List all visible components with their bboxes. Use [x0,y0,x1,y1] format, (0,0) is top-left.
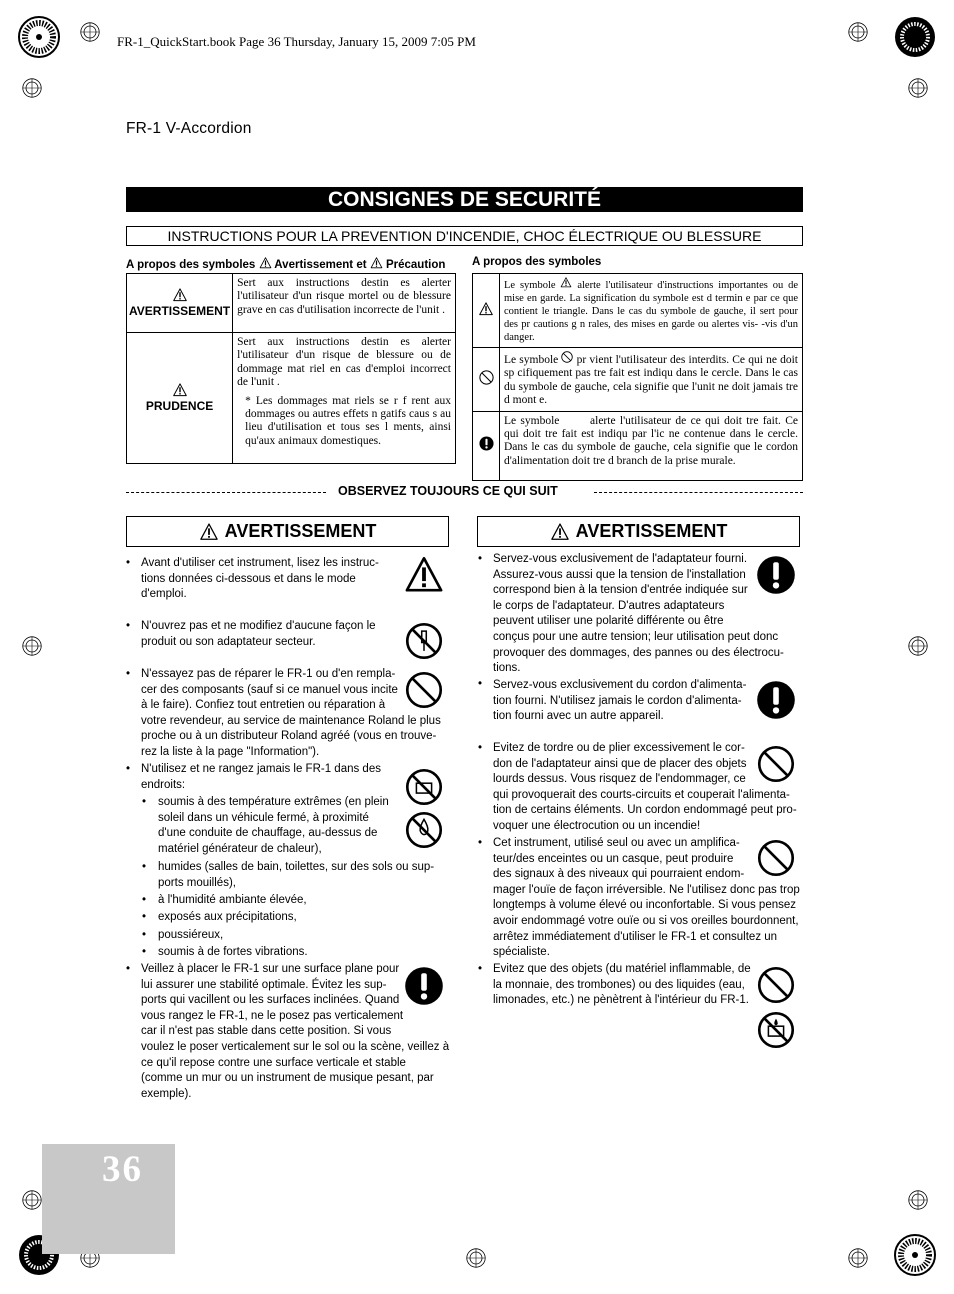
list-item: N'ouvrez pas et ne modifiez d'aucune façon le produit ou son adaptateur secteur. [141,620,376,648]
table-row: Le symbole pr vient l'utilisateur des interdits. Ce qui ne doit sp cifiquement pas tre fait est indiqu dans le cercle. Dans le cas du symbole de gauche, cela signifie que l'unit ne doit jamais tre d mont e. [473,348,803,412]
sub-list-item: à l'humidité ambiante élevée, [158,894,307,906]
crosshair-icon [848,1248,867,1267]
bullet: • [478,837,483,849]
warning-triangle-icon [550,523,570,541]
bullet: • [126,557,131,569]
sub-list-item: soumis à de fortes vibrations. [158,946,308,958]
list-item: Veillez à placer le FR-1 sur une surface plane pour lui assurer une stabilité optimale. Évitez les sup- ports qui vacillent ou les surfaces inclinées. Quand vous rangez le FR-1, ne le posez pas verticalement car il n'est pas stable dans cette position. Si vous voulez le poser verticalement sur le sol ou la scène, veillez à ce qu'il repose contre une surface verticale et stable (comme un mur ou un instrument de musique pesant, par exemple). [141,963,450,1100]
crosshair-icon [22,78,41,97]
bullet: • [142,929,147,941]
no-water-icon [405,811,443,849]
triangle-alert-icon [478,302,494,316]
file-header: FR-1_QuickStart.book Page 36 Thursday, January 15, 2009 7:05 PM [117,34,476,49]
no-heat-icon [405,768,443,806]
prohibited-circle-icon [479,370,494,385]
right-symbols-table [472,273,803,481]
observe-divider [126,484,803,500]
sub-list-item: poussiéreux, [158,929,224,941]
crosshair-icon [22,636,41,655]
left-symbols-table [126,273,456,464]
sub-list-item: humides (salles de bain, toilettes, sur des sols ou sup- ports mouillés), [158,861,435,889]
crosshair-icon [908,636,927,655]
warning-label: AVERTISSEMENT [129,304,231,318]
warning-header-right: AVERTISSEMENT [477,516,800,547]
bullet: • [126,620,131,632]
crosshair-icon [908,78,927,97]
bullet: • [142,946,147,958]
starburst-icon [895,1235,935,1275]
table-row: Le symbole alerte l'utilisateur de ce qui doit tre fait. Ce qui doit tre fait est indiqu par l'ic ne contenue dans le cercle. Dans le cas du symbole de gauche, cela signifie que le cordon d'alimentation doit tre d branch de la prise murale. [473,411,803,480]
list-item: Servez-vous exclusivement de l'adaptateur fourni. Assurez-vous aussi que la tension de l'installation correspond bien à la tension d'entrée indiquée sur le corps de l'adaptateur. D'autres adaptateurs peuvent utiliser une polarité différente ou être conçus pour une autre tension; leur utilisation peut donc provoquer des dommages, des pannes ou des électrocu- tions. [493,553,784,675]
warning-triangle-icon [370,257,383,269]
bullet: • [126,668,131,680]
bullet: • [142,796,147,808]
bullet: • [142,911,147,923]
crosshair-icon [80,22,99,41]
prohibited-circle-icon [561,351,573,363]
bullet: • [142,861,147,873]
caution-note: * Les dommages mat riels se r f rent aux dommages ou autres effets n gatifs caus s au lieu d'utilisation et tous ses l ments, ainsi qu'aux animaux domestiques. [245,394,451,447]
warning-triangle-icon [199,523,219,541]
starburst-icon [19,17,59,57]
warning-description: Sert aux instructions destin es alerter l'utilisateur d'un risque mortel ou de blessure grave en cas d'utilisation incorrecte de l'unit . [233,274,456,333]
prohibited-icon [757,839,795,877]
list-item: Servez-vous exclusivement du cordon d'alimenta- tion fourni. N'utilisez jamais le cordon d'alimenta- tion fourni avec un autre appareil. [493,679,747,723]
page-title: CONSIGNES DE SECURITÉ [126,187,803,212]
filled-circle-plug-icon [479,436,494,451]
bullet: • [126,963,131,975]
observe-label: OBSERVEZ TOUJOURS CE QUI SUIT [338,484,558,498]
crosshair-icon [908,1190,927,1209]
mandatory-action-icon [756,555,796,595]
prohibited-icon [757,745,795,783]
caution-label: PRUDENCE [145,399,214,413]
warning-triangle-icon [172,383,188,397]
list-item: N'essayez pas de réparer le FR-1 ou d'en rempla- cer des composants (sauf si ce manuel vous incite à le faire). Confiez tout entretien ou réparation à votre revendeur, au service de maintenance Roland le plus proche ou à un distributeur Roland agréé (vous en trouve- rez la liste à la page "Information"). [141,668,441,758]
table-row [127,333,456,464]
crosshair-icon [848,22,867,41]
bullet: • [478,678,483,690]
bullet: • [478,742,483,754]
running-head: FR-1 V-Accordion [126,120,252,137]
no-disassembly-icon [405,622,443,660]
list-item: N'utilisez et ne rangez jamais le FR-1 dans des endroits: [141,763,381,791]
left-table-heading: A propos des symboles Avertissement et Précaution [126,259,446,271]
list-item: Avant d'utiliser cet instrument, lisez les instruc- tions données ci-dessous et dans le mode d'emploi. [141,557,379,601]
warning-header-left: AVERTISSEMENT [126,516,449,547]
sub-list-item: exposés aux précipitations, [158,911,297,923]
sub-list-item: soumis à des température extrêmes (en plein soleil dans un véhicule fermé, à proximité d'une conduite de chauffage, au-dessus de matériel générateur de chaleur), [158,796,389,855]
list-item: Cet instrument, utilisé seul ou avec un amplifica- teur/des enceintes ou un casque, peut produire des signaux à des niveaux qui pourraient endom- mager l'ouïe de façon irréversible. Ne l'utilisez donc pas trop longtemps à volume élevé ou inconfortable. Si vous pensez avoir endommagé votre ouïe ou si vos oreilles bourdonnent, arrêtez immédiatement d'utiliser le FR-1 et consultez un spécialiste. [493,837,800,959]
starburst-icon [895,17,935,57]
table-row [127,274,456,333]
bullet: • [126,763,131,775]
crosshair-icon [22,1190,41,1209]
no-liquid-icon [757,1011,795,1049]
prohibited-icon [757,966,795,1004]
page-number: 36 [102,1149,143,1190]
warning-triangle-icon [172,288,188,302]
bullet: • [478,553,483,565]
table-row: Le symbole alerte l'utilisateur d'instructions importantes ou de mise en garde. La signification du symbole est d termin e par ce que contient le triangle. Dans le cas du symbole de gauche, il sert pour des pr cautions g n rales, des mises en garde ou alertes vis- -vis d'un danger. [473,274,803,348]
list-item: Evitez de tordre ou de plier excessivement le cor- don de l'adaptateur ainsi que de placer des objets lourds dessus. Vous risquez de l'endommager, ce qui provoquerait des courts-circuits et couperait l'alimenta- tion de certains éléments. Un cordon endommagé peut pro- voquer une électrocution ou un incendie! [493,742,797,832]
warning-triangle-icon [259,257,272,269]
bullet: • [142,894,147,906]
prohibited-icon [405,671,443,709]
crosshair-icon [466,1248,485,1267]
mandatory-action-icon [756,680,796,720]
right-table-heading: A propos des symboles [472,256,602,268]
list-item: Evitez que des objets (du matériel inflammable, de la monnaie, des trombones) ou des liquides (eau, limonades, etc.) ne pènètrent à l'intérieur du FR-1. [493,963,751,1007]
page-subtitle: INSTRUCTIONS POUR LA PREVENTION D'INCENDIE, CHOC ÉLECTRIQUE OU BLESSURE [126,226,803,246]
caution-description: Sert aux instructions destin es alerter l'utilisateur d'un risque de blessure ou de dommage mat riel en cas d'emploi incorrect de l'unit . [237,336,451,389]
bullet: • [478,963,483,975]
warning-triangle-icon [404,556,444,594]
warning-triangle-icon [560,277,572,288]
mandatory-action-icon [404,966,444,1006]
